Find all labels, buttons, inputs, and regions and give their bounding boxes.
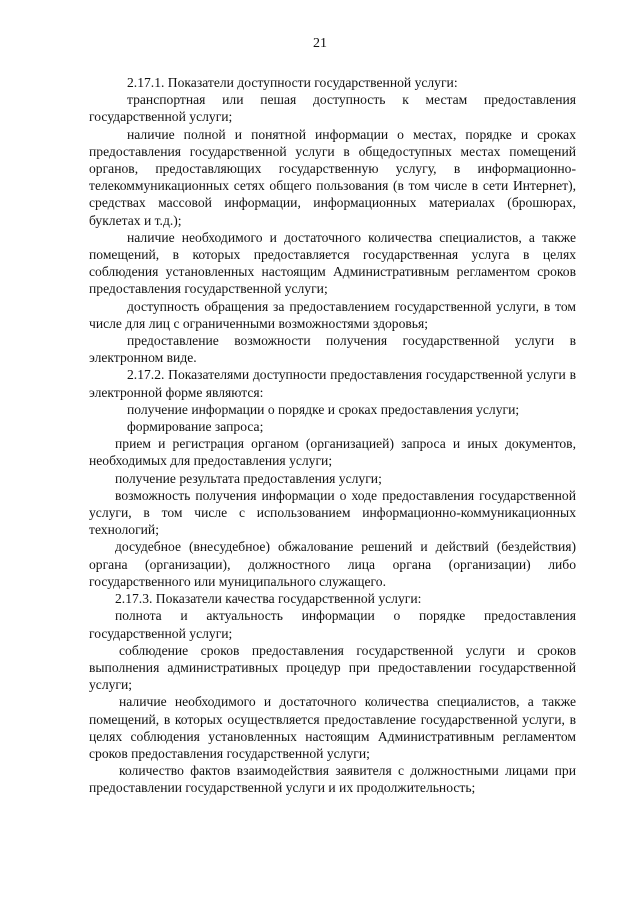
paragraph-2-17-2-heading: 2.17.2. Показателями доступности предоставления государственной услуги в электронной форме являются: [89,367,576,400]
paragraph-specialists-and-premises-quality: наличие необходимого и достаточного количества специалистов, а также помещений, в которых осуществляется предоставление государственной услуги, в целях соблюдения установленных настоящим Административным регламентом сроков предоставления государственной услуги; [89,694,576,761]
paragraph-transport-accessibility: транспортная или пешая доступность к местам предоставления государственной услуги; [89,92,576,125]
document-body [89,74,576,797]
paragraph-request-registration: прием и регистрация органом (организацией) запроса и иных документов, необходимых для предоставления услуги; [89,436,576,469]
paragraph-progress-information: возможность получения информации о ходе предоставления государственной услуги, в том числе с использованием информационно-коммуникационных технологий; [89,487,576,538]
paragraph-information-completeness: полнота и актуальность информации о порядке предоставления государственной услуги; [89,608,576,641]
paragraph-deadlines-compliance: соблюдение сроков предоставления государственной услуги и сроков выполнения административных процедур при предоставлении государственной услуги; [89,642,576,693]
paragraph-information-availability: наличие полной и понятной информации о местах, порядке и сроках предоставления государственной услуги в общедоступных местах помещений органов, предоставляющих государственную услугу, в информационно-телекоммуникационных сетях общего пользования (в том числе в сети Интернет), средствах массовой информации, информационных материалах (брошюрах, буклетах и т.д.); [89,126,576,228]
page-number: 21 [313,36,327,51]
paragraph-interaction-count: количество фактов взаимодействия заявителя с должностными лицами при предоставлении государственной услуги и их продолжительность; [89,763,576,796]
paragraph-pretrial-appeal: досудебное (внесудебное) обжалование решений и действий (бездействия) органа (организации), должностного лица органа (организации) либо государственного или муниципального служащего. [89,539,576,589]
paragraph-electronic-service: предоставление возможности получения государственной услуги в электронном виде. [89,333,576,366]
paragraph-2-17-1-heading: 2.17.1. Показатели доступности государственной услуги: [127,75,458,90]
paragraph-getting-information: получение информации о порядке и сроках предоставления услуги; [127,401,520,417]
paragraph-2-17-3-heading: 2.17.3. Показатели качества государственной услуги: [115,591,422,607]
paragraph-accessibility-of-request: доступность обращения за предоставлением государственной услуги, в том числе для лиц с ограниченными возможностями здоровья; [89,298,576,331]
paragraph-specialists-and-premises: наличие необходимого и достаточного количества специалистов, а также помещений, в которых предоставляется государственная услуга в целях соблюдения установленных настоящим Административным регламентом сроков предоставления государственной услуги; [89,229,576,297]
paragraph-getting-result: получение результата предоставления услуги; [115,470,382,486]
paragraph-request-formation: формирование запроса; [127,419,264,435]
